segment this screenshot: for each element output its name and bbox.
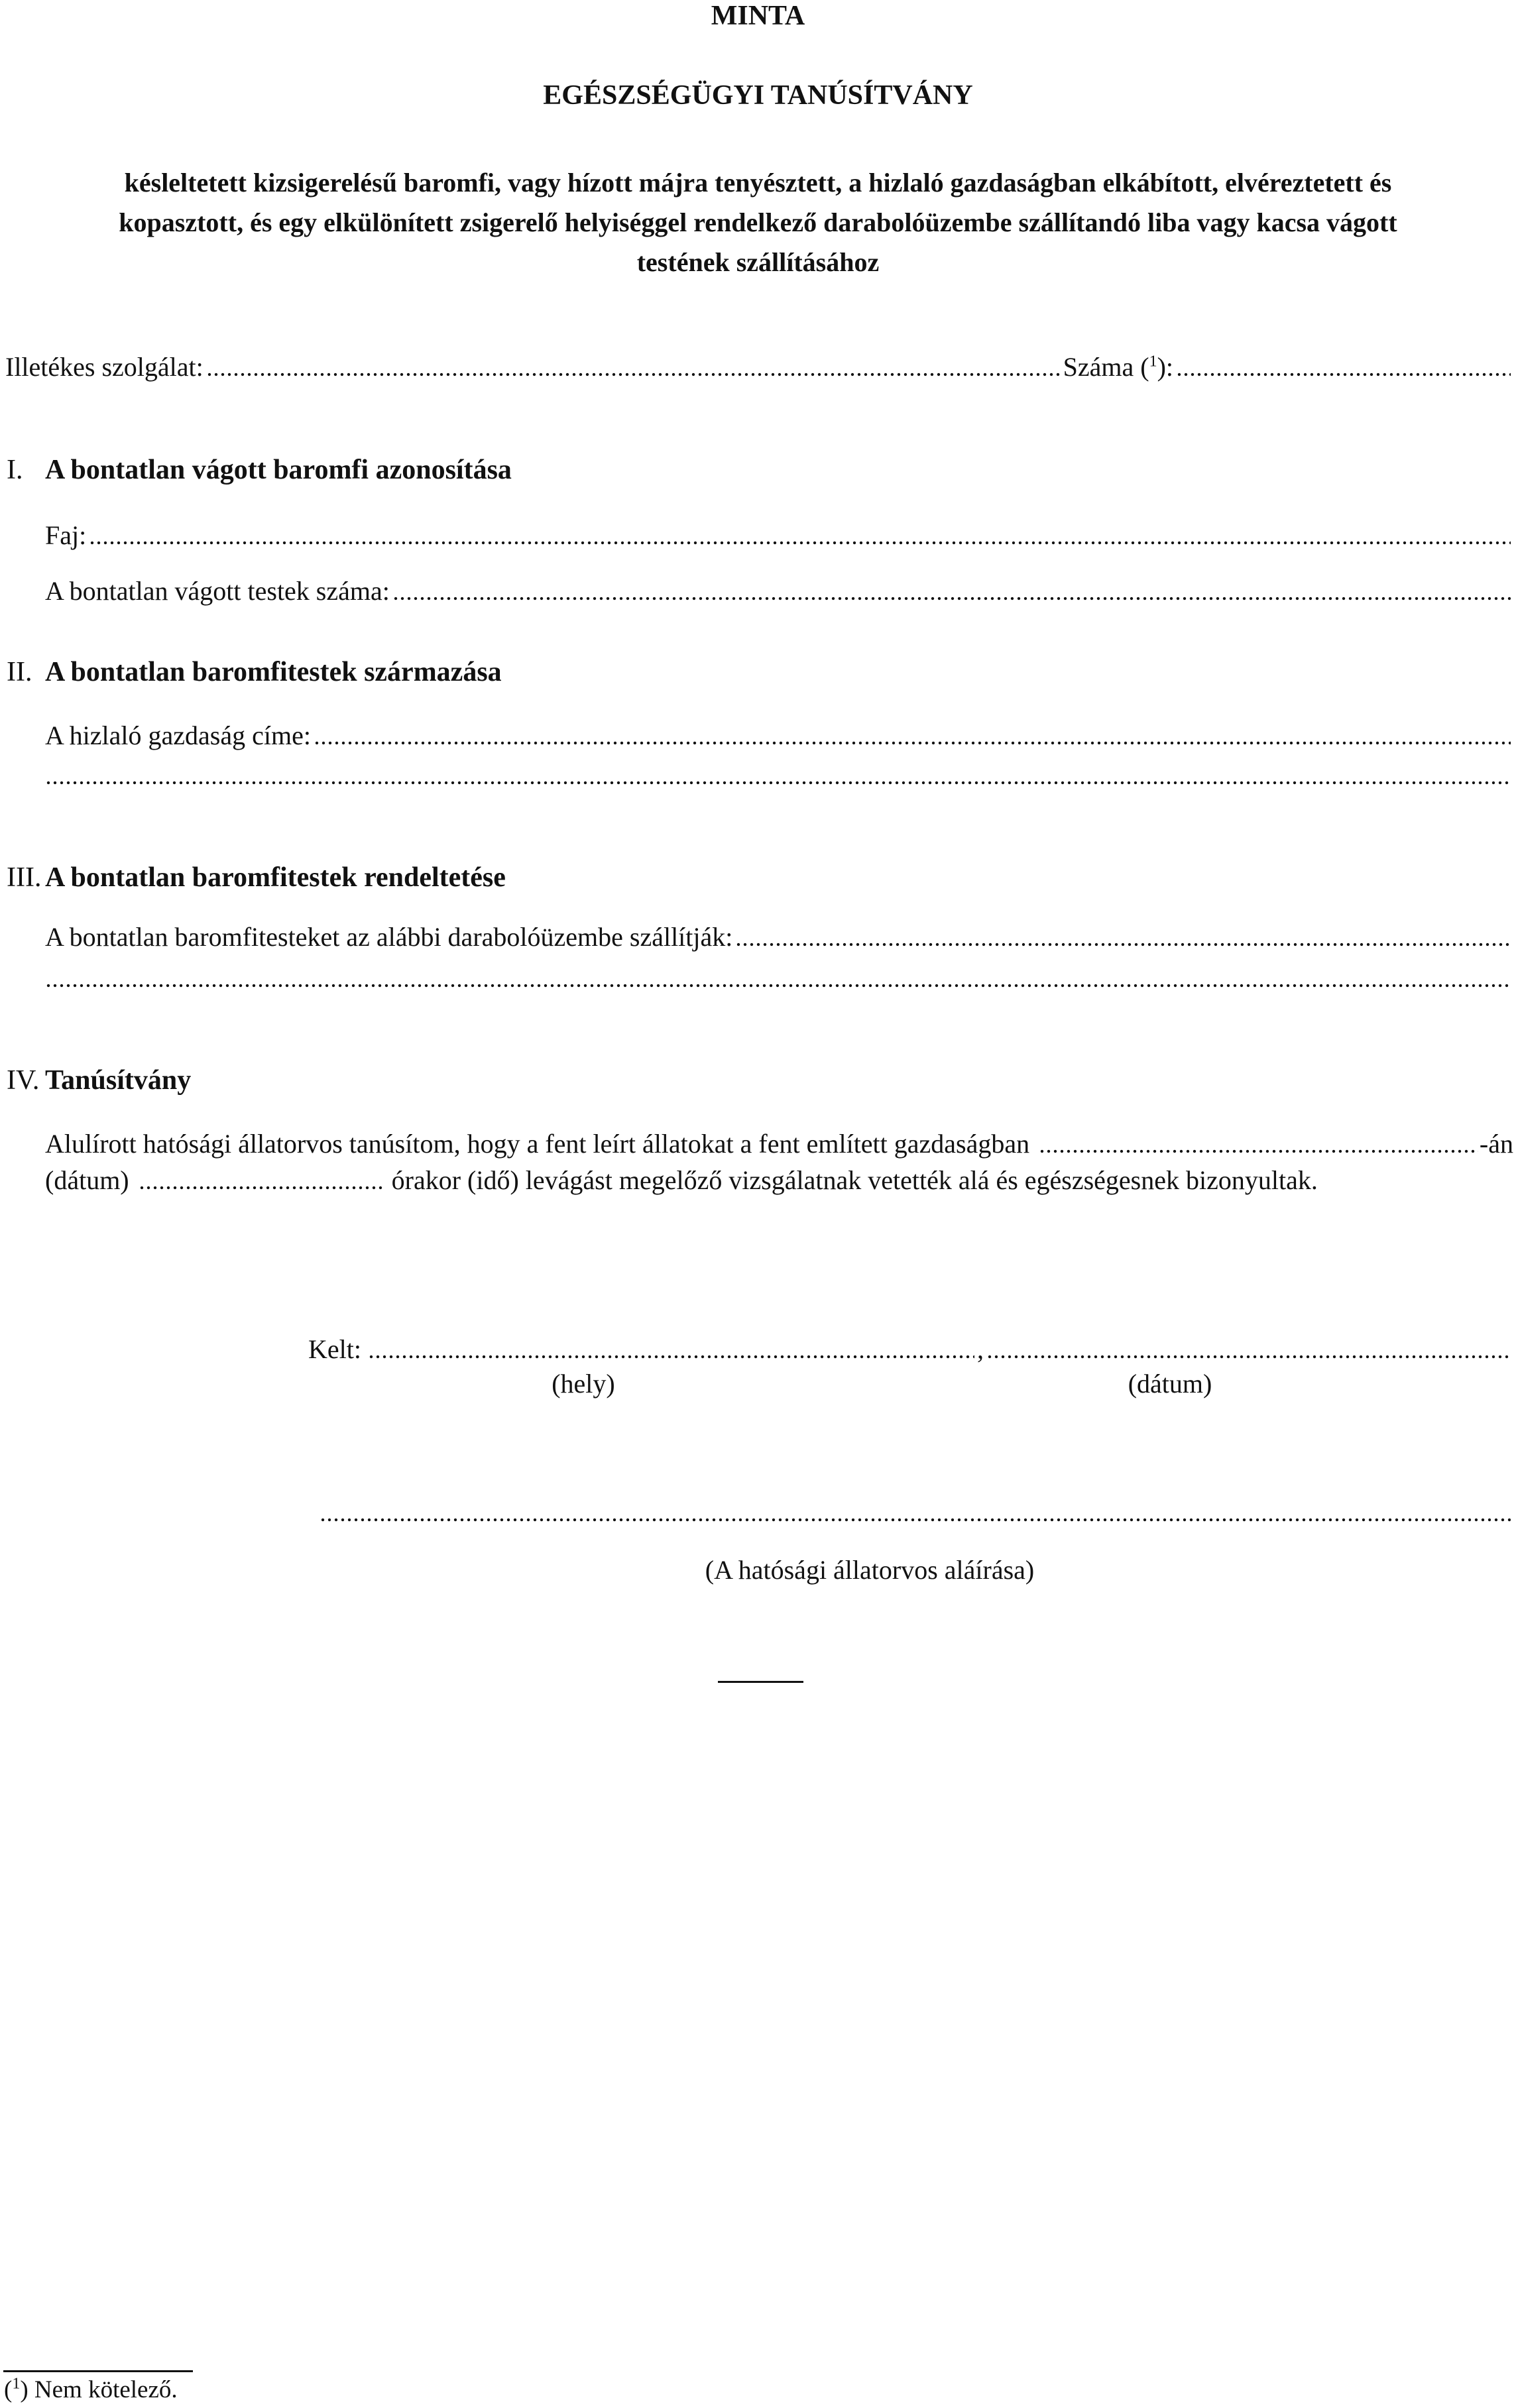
signature-row <box>320 1518 1513 1530</box>
section-title: Tanúsítvány <box>45 1065 192 1096</box>
section-heading-3 <box>7 862 506 893</box>
kelt-row <box>308 1332 1513 1367</box>
date-suffix: -án <box>1479 1129 1513 1159</box>
place-caption: (hely) <box>552 1369 615 1399</box>
place-field[interactable] <box>368 1355 974 1359</box>
service-number-row <box>5 350 1513 384</box>
destination-row-2 <box>45 984 1513 996</box>
carcass-count-field[interactable] <box>392 597 1511 601</box>
signature-field[interactable] <box>320 1518 1511 1522</box>
section-numeral: III. <box>7 862 42 893</box>
carcass-count-row <box>45 574 1513 608</box>
minta-label: MINTA <box>711 1 805 31</box>
destination-row <box>45 920 1513 954</box>
certification-text-2: órakor (idő) levágást megelőző vizsgálatnak vetették alá és egészségesnek bizonyultak. <box>391 1165 1318 1195</box>
section-heading-1 <box>7 454 512 486</box>
subtitle-line: kopasztott, és egy elkülönített zsigerelő helyiséggel rendelkező darabolóüzembe szállítandó liba vagy kacsa vágott <box>119 207 1397 237</box>
farm-address-label: A hizlaló gazdaság címe: <box>45 720 311 750</box>
destination-field[interactable] <box>735 943 1511 946</box>
farm-address-row <box>45 718 1513 753</box>
species-row <box>45 518 1513 553</box>
certification-line-1 <box>45 1127 1513 1161</box>
inspection-time-field[interactable] <box>139 1186 384 1190</box>
certification-line-2 <box>45 1163 1318 1198</box>
farm-address-field-2[interactable] <box>45 781 1511 785</box>
comma: , <box>976 1334 984 1364</box>
subtitle-line: késleltetett kizsigerelésű baromfi, vagy hízott májra tenyésztett, a hizlaló gazdaságban elkábított, elvéreztetett és <box>124 168 1392 198</box>
signature-caption: (A hatósági állatorvos aláírása) <box>705 1555 1035 1585</box>
species-label: Faj: <box>45 520 87 550</box>
footnote-ref: 1 <box>1149 353 1157 371</box>
inspection-date-field[interactable] <box>1039 1149 1478 1153</box>
destination-field-2[interactable] <box>45 984 1511 988</box>
farm-address-row-2 <box>45 781 1513 793</box>
kelt-label: Kelt: <box>308 1334 361 1364</box>
subtitle-line: testének szállításához <box>636 247 880 277</box>
species-field[interactable] <box>89 541 1511 545</box>
section-title: A bontatlan baromfitestek származása <box>45 657 502 687</box>
section-numeral: I. <box>7 455 23 485</box>
date-caption: (dátum) <box>45 1165 129 1195</box>
farm-address-field[interactable] <box>314 741 1511 745</box>
footnote-number: 1 <box>12 2375 21 2393</box>
footnote-text: Nem kötelező. <box>34 2376 178 2403</box>
date-caption-sig: (dátum) <box>1128 1369 1212 1399</box>
document-subtitle <box>0 163 1516 282</box>
section-title: A bontatlan baromfitestek rendeltetése <box>45 862 506 893</box>
section-title: A bontatlan vágott baromfi azonosítása <box>45 455 512 485</box>
section-heading-4 <box>7 1064 191 1096</box>
footnote: ($^1$) Nem kötelező. <box>4 2375 178 2403</box>
service-field[interactable] <box>206 373 1061 376</box>
section-numeral: II. <box>7 657 32 687</box>
date-field[interactable] <box>986 1355 1511 1359</box>
number-label: Száma ($^1$): <box>1063 352 1173 382</box>
certification-text: Alulírott hatósági állatorvos tanúsítom, hogy a fent leírt állatokat a fent említett gazdaságban <box>45 1129 1030 1159</box>
destination-label: A bontatlan baromfitesteket az alábbi darabolóüzembe szállítják: <box>45 922 733 952</box>
document-title: EGÉSZSÉGÜGYI TANÚSÍTVÁNY <box>543 80 973 111</box>
end-separator <box>718 1681 803 1683</box>
section-heading-2 <box>7 656 502 688</box>
service-label: Illetékes szolgálat: <box>5 352 204 382</box>
carcass-count-label: A bontatlan vágott testek száma: <box>45 576 390 606</box>
section-numeral: IV. <box>7 1065 40 1096</box>
footnote-separator <box>3 2370 193 2372</box>
number-field[interactable] <box>1176 373 1511 376</box>
